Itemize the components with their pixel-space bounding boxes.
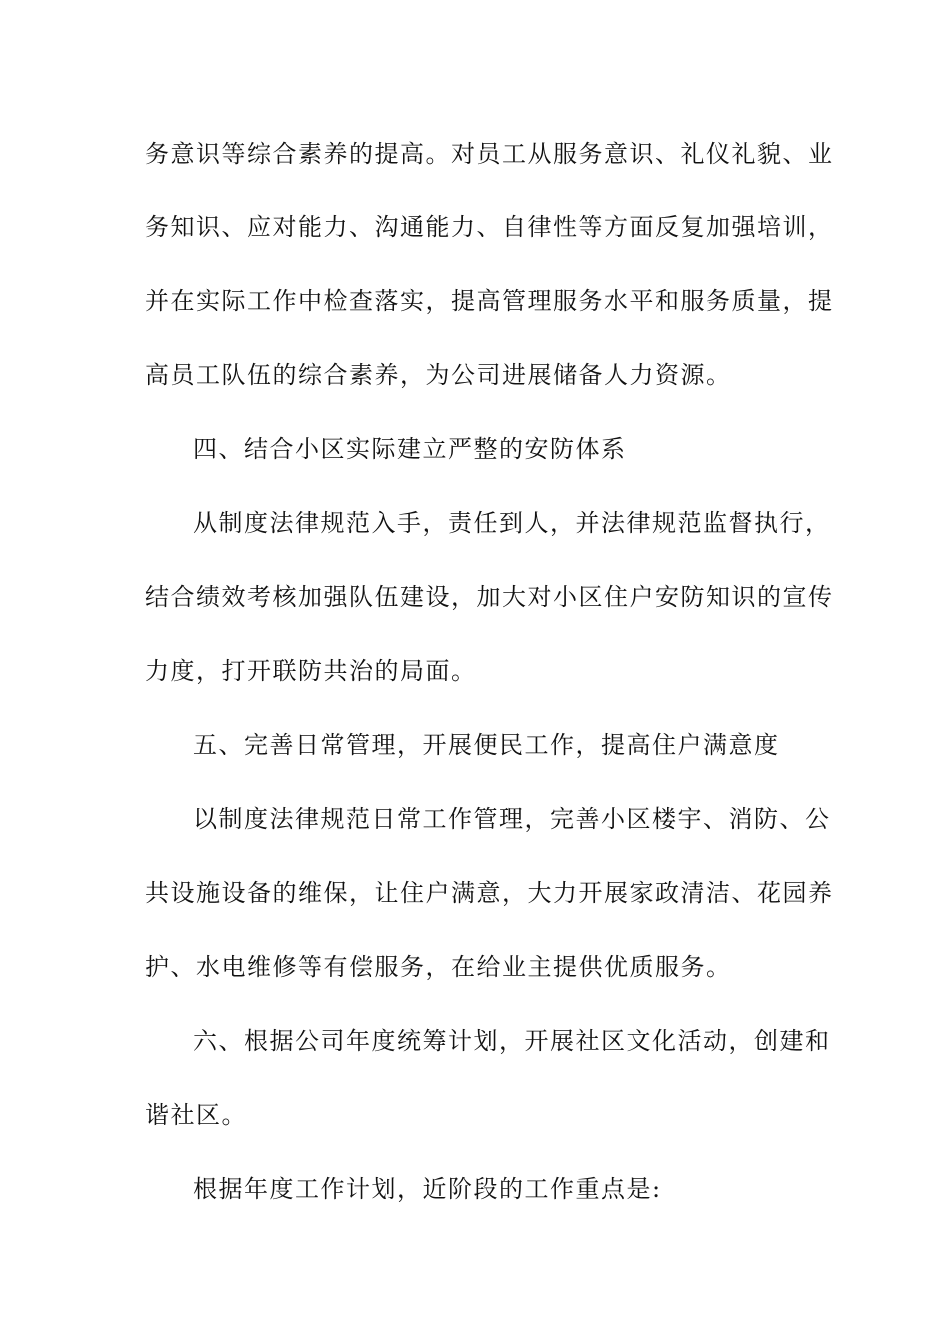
- paragraph-line: 力度，打开联防共治的局面。: [145, 657, 477, 685]
- paragraph-line: 以制度法律规范日常工作管理，完善小区楼宇、消防、公: [193, 805, 831, 833]
- paragraph-line: 谐社区。: [145, 1101, 247, 1129]
- paragraph-line: 高员工队伍的综合素养，为公司进展储备人力资源。: [145, 361, 732, 389]
- paragraph-line: 务意识等综合素养的提高。对员工从服务意识、礼仪礼貌、业: [145, 140, 834, 168]
- paragraph-line: 护、水电维修等有偿服务，在给业主提供优质服务。: [145, 953, 732, 981]
- paragraph-line: 并在实际工作中检查落实，提高管理服务水平和服务质量，提: [145, 287, 834, 315]
- paragraph-line: 共设施设备的维保，让住户满意，大力开展家政清洁、花园养: [145, 879, 834, 907]
- section-heading: 四、结合小区实际建立严整的安防体系: [193, 435, 627, 463]
- paragraph-line: 根据年度工作计划，近阶段的工作重点是:: [193, 1175, 662, 1203]
- paragraph-line: 结合绩效考核加强队伍建设，加大对小区住户安防知识的宣传: [145, 583, 834, 611]
- paragraph-line: 务知识、应对能力、沟通能力、自律性等方面反复加强培训，: [145, 213, 834, 241]
- section-heading: 五、完善日常管理，开展便民工作，提高住户满意度: [193, 731, 780, 759]
- paragraph-line: 从制度法律规范入手，责任到人，并法律规范监督执行，: [193, 509, 831, 537]
- section-heading: 六、根据公司年度统筹计划，开展社区文化活动，创建和: [193, 1027, 831, 1055]
